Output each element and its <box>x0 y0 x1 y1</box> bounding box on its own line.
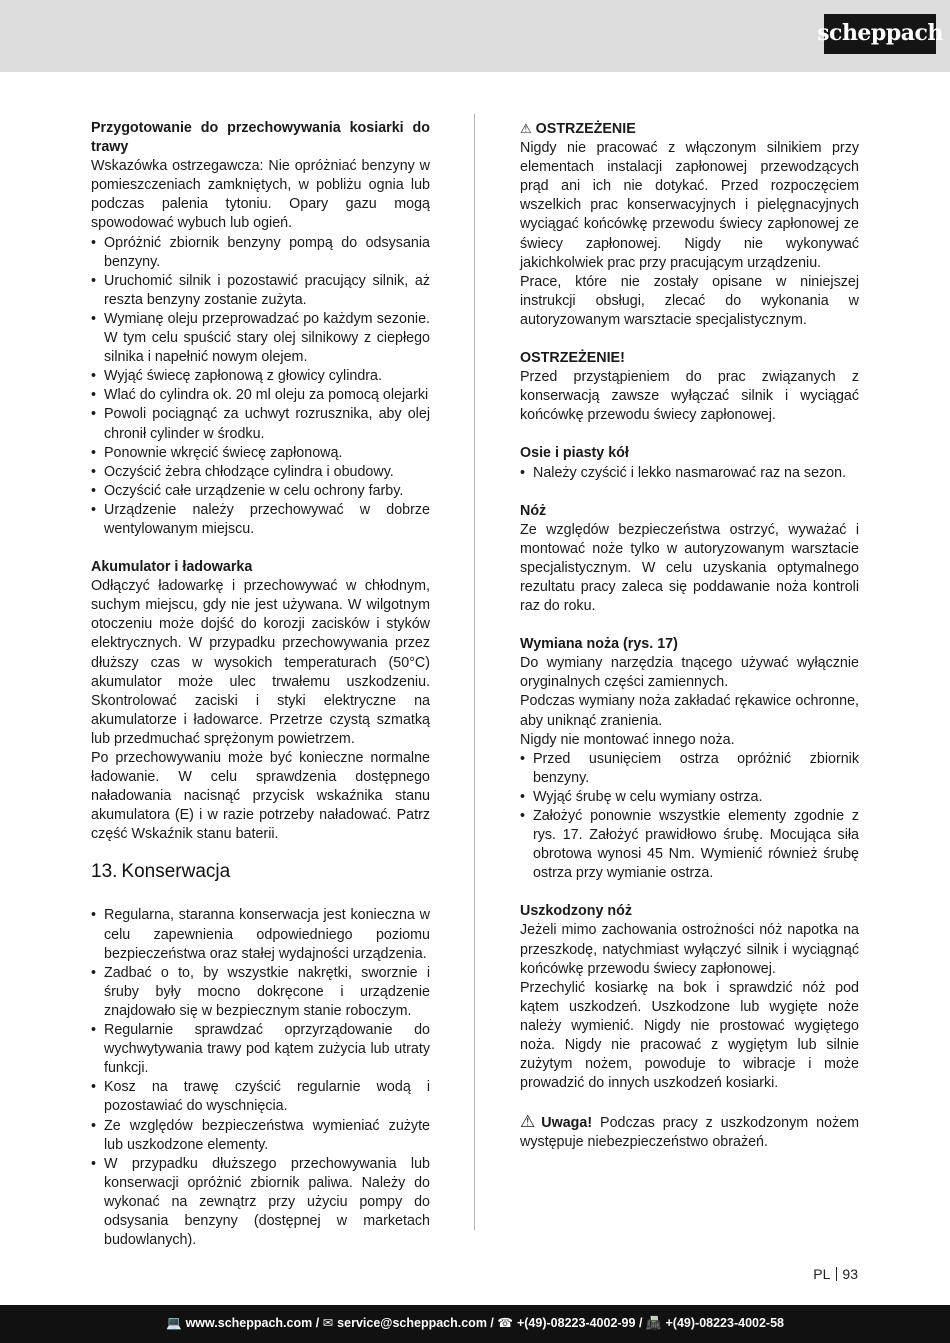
footer-separator: / <box>638 1316 643 1331</box>
battery-paragraph-1: Odłączyć ładowarkę i przechowywać w chłodnym, suchym miejscu, gdy nie jest używana. W wilgotnym otoczeniu może dojść do korozji zacisków i styków elektrycznych. W przypadku przechowywania przez dłuższy czas w wysokich temperaturach (50°C) akumulator może ulec trwałemu uszkodzeniu. Skontrolować zaciski i styki elektryczne na akumulatorze i ładowarce. Przetrze czystą szmatką lub przedmuchać sprężonym powietrzem. <box>91 578 430 747</box>
right-column <box>520 119 859 1153</box>
list-item: • Należy czyścić i lekko nasmarować raz na sezon. <box>520 464 859 483</box>
warning-heading <box>520 119 859 139</box>
damaged-paragraph-2: Przechylić kosiarkę na bok i sprawdzić nóż pod kątem uszkodzeń. Uszkodzone lub wygięte noże należy wymienić. Nigdy nie prostować wygiętego noża. Nigdy nie pracować z wygiętym lub silnie zużytym nożem, powoduje to wibracje i może prowadzić do innych uszkodzeń kosiarki. <box>520 979 859 1092</box>
footer-phone: +(49)-08223-4002-99 <box>516 1316 636 1331</box>
computer-icon: 💻 <box>166 1316 182 1331</box>
warning-heading-text: OSTRZEŻENIE <box>535 121 636 137</box>
list-item: • Założyć ponownie wszystkie elementy zgodnie z rys. 17. Założyć prawidłowo śrubę. Mocująca siła obrotowa wynosi 45 Nm. Wymienić również śrubę ostrza przy wymianie ostrza. <box>520 807 859 883</box>
caution-note <box>520 1112 859 1152</box>
caution-triangle-icon: ⚠ <box>520 1112 536 1132</box>
replace-paragraph-3: Nigdy nie montować innego noża. <box>520 731 735 748</box>
replace-paragraph-2: Podczas wymiany noża zakładać rękawice ochronne, aby uniknąć zranienia. <box>520 693 859 729</box>
caution-text: Podczas pracy z uszkodzonym nożem występuje niebezpieczeństwo obrażeń. <box>520 1115 859 1151</box>
replace-heading: Wymiana noża (rys. 17) <box>520 636 678 653</box>
list-item: • Zadbać o to, by wszystkie nakrętki, sworznie i śruby były mocno dokręcone i urządzenie znajdowało się w bezpiecznym stanie roboczym. <box>91 964 430 1021</box>
caution-label: Uwaga! <box>541 1115 593 1132</box>
list-item: • Wymianę oleju przeprowadzać po każdym sezonie. W tym celu spuścić stary olej silnikowy z ciepłego silnika i napełnić nowym olejem. <box>91 310 430 367</box>
list-item: • Oczyścić całe urządzenie w celu ochrony farby. <box>91 482 430 501</box>
page-separator <box>836 1267 837 1281</box>
logo-text: scheppach <box>817 20 943 47</box>
brand-logo <box>817 14 943 54</box>
list-item: • Powoli pociągnąć za uchwyt rozrusznika, aby olej chronił cylinder w środku. <box>91 405 430 443</box>
replace-list <box>520 750 859 884</box>
footer-web[interactable]: www.scheppach.com <box>185 1316 313 1331</box>
footer-separator: / <box>490 1316 494 1331</box>
footer-email[interactable]: service@scheppach.com <box>337 1316 487 1331</box>
warning-paragraph-1: Nigdy nie pracować z włączonym silnikiem przy elementach instalacji zapłonowej przewodzących prąd ani ich nie dotykać. Przed rozpoczęciem wszelkich prac konserwacyjnych i pielęgnacyjnych wyciągać końcówkę przewodu świecy zapłonowej ze świecy zapłonowej. Nigdy nie wykonywać jakichkolwiek prac przy pracującym urządzeniu. <box>520 140 859 271</box>
column-divider <box>474 114 475 1230</box>
list-item: • Ze względów bezpieczeństwa wymieniać zużyte lub uszkodzone elementy. <box>91 1117 430 1155</box>
list-item: • Wyjąć śrubę w celu wymiany ostrza. <box>520 788 859 807</box>
warning2-paragraph: Przed przystąpieniem do prac związanych z konserwacją zawsze wyłączać silnik i wyciągać końcówkę przewodu świecy zapłonowej. <box>520 369 859 424</box>
maintenance-list <box>91 906 430 1250</box>
footer-separator: / <box>315 1316 320 1331</box>
warning2-heading: OSTRZEŻENIE! <box>520 350 625 367</box>
list-item: • Regularnie sprawdzać oprzyrządowanie do wychwytywania trawy pod kątem zużycia lub utraty funkcji. <box>91 1021 430 1078</box>
page-lang: PL <box>813 1266 831 1282</box>
warning-paragraph-2: Prace, które nie zostały opisane w niniejszej instrukcji obsługi, zlecać do wykonania w autoryzowanym warsztacie specjalistycznym. <box>520 273 859 328</box>
list-item: • W przypadku dłuższego przechowywania lub konserwacji opróżnić zbiornik paliwa. Należy do wykonać na zewnątrz przy użyciu pompy do odsysania benzyny (dostępnej w marketach budowlanych). <box>91 1155 430 1250</box>
damaged-paragraph-1: Jeżeli mimo zachowania ostrożności nóż napotka na przeszkodę, natychmiast wyłączyć silnik i wyciągnąć końcówkę przewodu świecy zapłonowej. <box>520 922 859 977</box>
fax-icon: 📠 <box>645 1316 662 1331</box>
list-item: • Ponownie wkręcić świecę zapłonową. <box>91 444 430 463</box>
footer-bar <box>0 1305 950 1343</box>
left-column <box>91 119 430 1250</box>
phone-icon: ☎ <box>497 1316 513 1331</box>
storage-heading: Przygotowanie do przechowywania kosiarki do trawy <box>91 120 430 156</box>
section-title <box>91 860 430 884</box>
list-item: • Regularna, staranna konserwacja jest konieczna w celu zapewnienia odpowiedniego poziomu bezpieczeństwa oraz stałej wydajności urządzenia. <box>91 906 430 963</box>
list-item: • Opróżnić zbiornik benzyny pompą do odsysania benzyny. <box>91 234 430 272</box>
section-number: 13. <box>91 861 118 883</box>
list-item: • Uruchomić silnik i pozostawić pracujący silnik, aż reszta benzyny zostanie zużyta. <box>91 272 430 310</box>
storage-warning: Wskazówka ostrzegawcza: Nie opróżniać benzyny w pomieszczeniach zamkniętych, w pobliżu ognia lub podczas palenia tytoniu. Opary gazu mogą spowodować wybuch lub ogień. <box>91 158 430 232</box>
axles-heading: Osie i piasty kół <box>520 445 629 462</box>
page-number-value: 93 <box>842 1266 858 1282</box>
warning-triangle-icon: ⚠ <box>520 121 532 136</box>
list-item: • Przed usunięciem ostrza opróżnić zbiornik benzyny. <box>520 750 859 788</box>
page-number <box>813 1265 858 1284</box>
list-item: • Urządzenie należy przechowywać w dobrze wentylowanym miejscu. <box>91 501 430 539</box>
section-title-text: Konserwacja <box>121 861 231 883</box>
knife-heading: Nóż <box>520 502 547 519</box>
storage-list <box>91 234 430 540</box>
battery-paragraph-2: Po przechowywaniu może być konieczne normalne ładowanie. W celu sprawdzenia dostępnego naładowania nacisnąć przycisk wskaźnika stanu akumulatora (E) i w razie potrzeby naładować. Patrz część Wskaźnik stanu baterii. <box>91 750 430 843</box>
list-item: • Wyjąć świecę zapłonową z głowicy cylindra. <box>91 367 430 386</box>
mail-icon: ✉ <box>322 1316 334 1331</box>
footer-fax: +(49)-08223-4002-58 <box>665 1316 784 1331</box>
list-item: • Wlać do cylindra ok. 20 ml oleju za pomocą olejarki <box>91 386 430 405</box>
list-item: • Oczyścić żebra chłodzące cylindra i obudowy. <box>91 463 430 482</box>
axles-list <box>520 464 859 483</box>
battery-heading: Akumulator i ładowarka <box>91 559 253 576</box>
damaged-heading: Uszkodzony nóż <box>520 903 632 920</box>
knife-paragraph: Ze względów bezpieczeństwa ostrzyć, wyważać i montować noże tylko w autoryzowanym warsztacie specjalistycznym. W celu uzyskania optymalnego rezultatu pracy zaleca się poddawanie noża kontroli raz do roku. <box>520 521 859 615</box>
replace-paragraph-1: Do wymiany narzędzia tnącego używać wyłącznie oryginalnych części zamiennych. <box>520 655 859 691</box>
list-item: • Kosz na trawę czyścić regularnie wodą i pozostawiać do wyschnięcia. <box>91 1078 430 1116</box>
header-bar <box>0 0 950 72</box>
